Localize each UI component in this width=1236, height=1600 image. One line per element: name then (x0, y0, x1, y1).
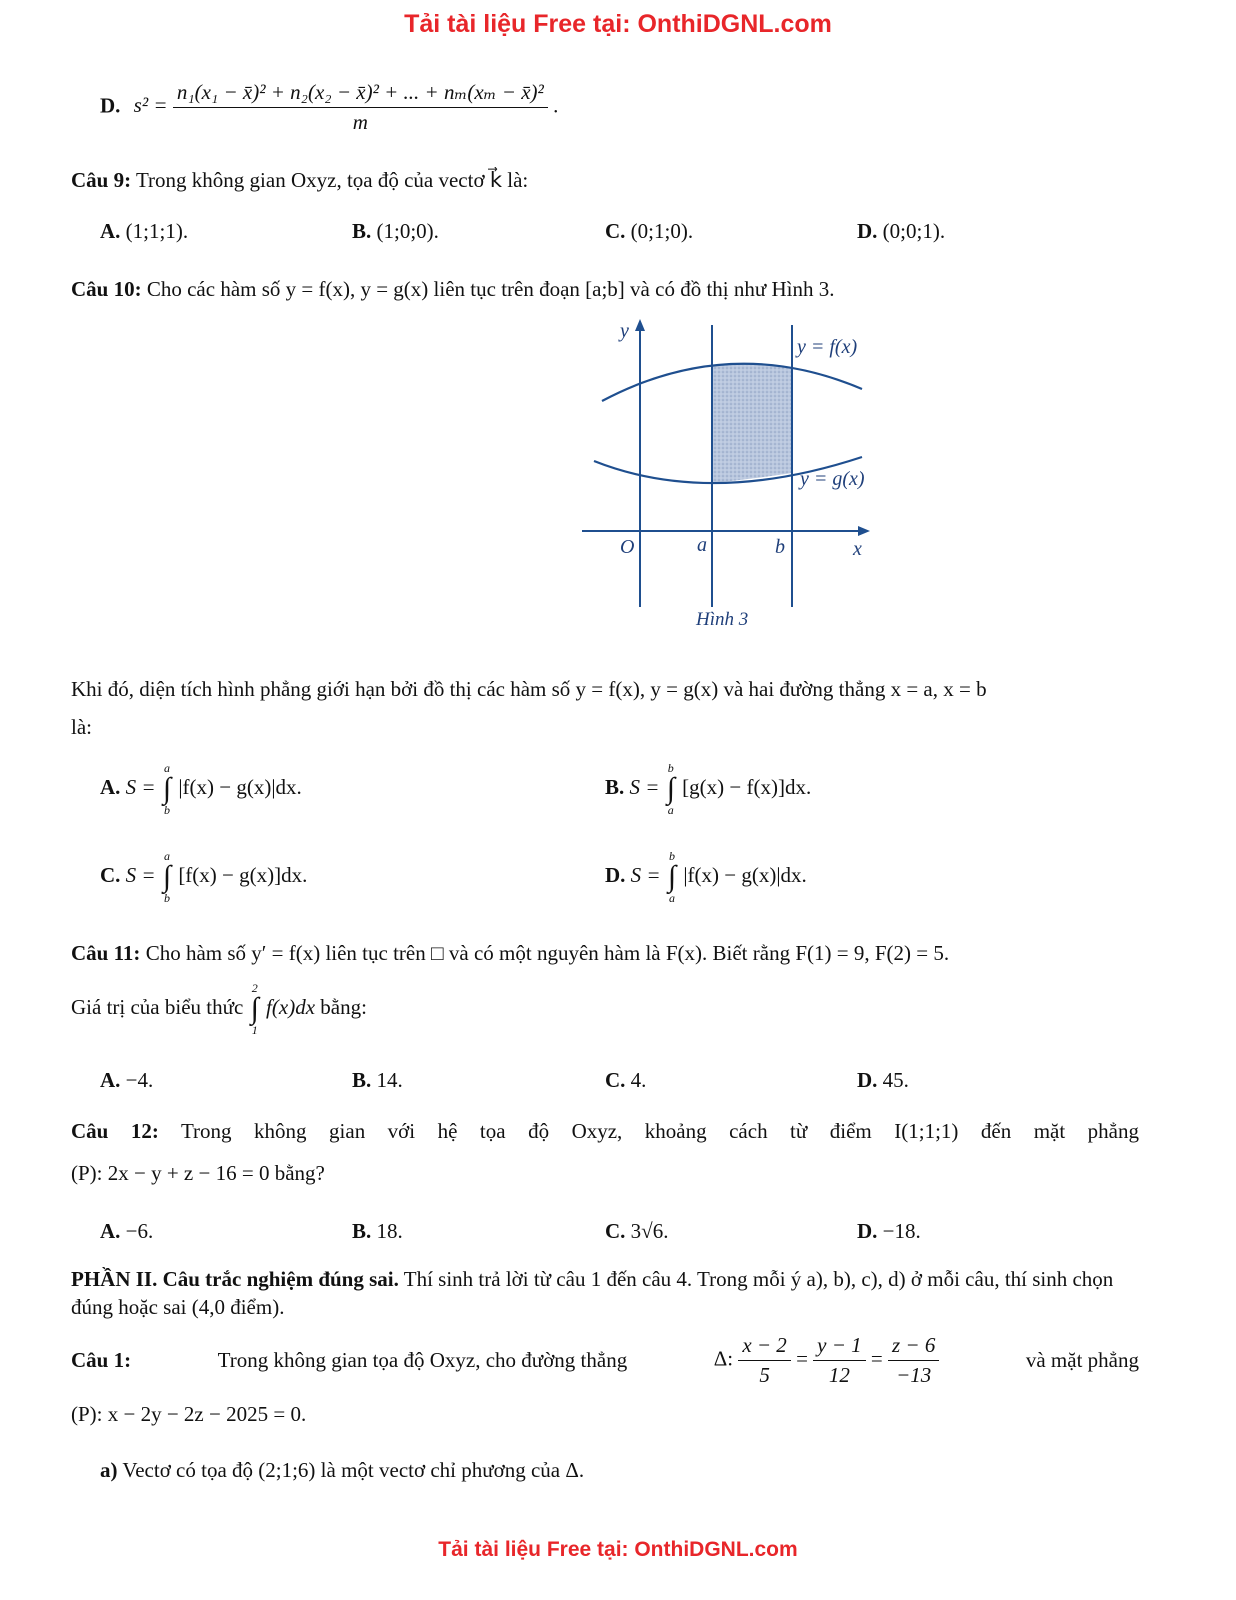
integrand: [g(x) − f(x)]dx. (682, 774, 812, 799)
question-10 (71, 275, 1139, 303)
part-2-question-1 (71, 1333, 1139, 1388)
option-label: D. (857, 219, 878, 243)
part-instructions: Thí sinh trả lời từ câu 1 đến câu 4. Trong mỗi ý a), b), c), d) ở mỗi câu, thí sinh chọn đúng hoặc sai (4,0 điểm). (71, 1267, 1114, 1319)
lower-limit: 1 (251, 1023, 258, 1037)
a-label: a (697, 534, 707, 556)
question-12-line-2: (P): 2x − y + z − 16 = 0 bằng? (71, 1161, 325, 1185)
lower-limit: b (163, 803, 170, 817)
fraction-denominator: m (352, 110, 368, 134)
q11-option-c[interactable] (605, 1068, 646, 1093)
question-label: Câu 10: (71, 277, 142, 301)
part-2-question-1-line-2: (P): x − 2y − 2z − 2025 = 0. (71, 1402, 307, 1426)
y-axis-arrow (635, 319, 645, 331)
option-text: −6. (125, 1219, 154, 1243)
formula-lhs: s² = (133, 93, 168, 118)
q9-option-b[interactable] (352, 219, 439, 244)
integral-symbol: ∫ (666, 772, 675, 805)
footer-banner: Tải tài liệu Free tại: OnthiDGNL.com (438, 1538, 798, 1561)
integral-sign (667, 762, 675, 816)
option-label: B. (352, 1219, 372, 1243)
question-9 (71, 166, 1139, 194)
q10-option-a[interactable] (100, 762, 302, 816)
upper-limit: a (163, 849, 170, 863)
formula-end: . (553, 93, 559, 118)
q9-option-a[interactable] (100, 219, 188, 244)
equals-sign: = (870, 1346, 883, 1371)
option-text: 14. (376, 1068, 403, 1092)
option-label: B. (352, 1068, 372, 1092)
question-label: Câu 1: (71, 1348, 132, 1372)
integral-sign (251, 982, 259, 1036)
integral-symbol: ∫ (162, 860, 172, 893)
q10-option-d[interactable] (605, 850, 807, 904)
integral-sign (668, 850, 676, 904)
fraction-z (888, 1333, 939, 1388)
option-text: 4. (630, 1068, 647, 1092)
variance-fraction (173, 80, 548, 135)
figure-hinh-3 (570, 315, 890, 635)
upper-limit: b (667, 761, 674, 775)
q12-option-b[interactable] (352, 1219, 403, 1244)
question-label: Câu 9: (71, 168, 132, 192)
fraction-numerator: n₁(x₁ − x̄)² + n₂(x₂ − x̄)² + ... + nₘ(xₘ − x̄)² (173, 80, 548, 108)
line-prefix: Giá trị của biểu thức (71, 994, 244, 1019)
fraction-numerator: z − 6 (888, 1333, 939, 1361)
option-lhs: S = (125, 862, 156, 887)
q9-option-d[interactable] (857, 219, 945, 244)
option-text: 45. (882, 1068, 909, 1092)
fraction-denominator: 12 (828, 1363, 850, 1387)
fraction-y (813, 1333, 866, 1388)
question-label: Câu 12: (71, 1119, 159, 1143)
line-suffix: bằng: (320, 994, 367, 1019)
q12-option-d[interactable] (857, 1219, 921, 1244)
shaded-area (712, 363, 792, 483)
header-banner: Tải tài liệu Free tại: OnthiDGNL.com (404, 10, 832, 38)
question-text: Cho các hàm số y = f(x), y = g(x) liên tục trên đoạn [a;b] và có đồ thị như Hình 3. (146, 277, 835, 301)
q12-option-c[interactable] (605, 1219, 668, 1244)
option-label: B. (605, 774, 625, 799)
item-text: Vectơ có tọa độ (2;1;6) là một vectơ chỉ phương của Δ. (122, 1458, 585, 1482)
part-title: PHẦN II. Câu trắc nghiệm đúng sai. (71, 1267, 399, 1291)
option-lhs: S = (630, 862, 661, 887)
q10-option-c[interactable] (100, 850, 307, 904)
q12-option-a[interactable] (100, 1219, 153, 1244)
option-label: B. (352, 219, 372, 243)
option-label: C. (605, 1219, 626, 1243)
option-label: A. (100, 1219, 121, 1243)
x-axis-label: x (853, 538, 862, 560)
question-label: Câu 11: (71, 941, 141, 965)
option-label: D. (100, 93, 121, 118)
origin-label: O (620, 536, 635, 558)
option-text: 3√6. (630, 1219, 669, 1243)
q11-option-d[interactable] (857, 1068, 909, 1093)
lower-limit: b (163, 891, 170, 905)
delta-symbol: Δ: (713, 1346, 734, 1371)
option-text: (0;1;0). (630, 219, 694, 243)
figure-caption: Hình 3 (696, 609, 749, 630)
integrand: |f(x) − g(x)|dx. (683, 862, 807, 887)
option-text: 18. (376, 1219, 403, 1243)
option-label: D. (605, 862, 626, 887)
option-text: (0;0;1). (882, 219, 946, 243)
q11-option-b[interactable] (352, 1068, 403, 1093)
question-text: Trong không gian với hệ tọa độ Oxyz, khoảng cách từ điểm I(1;1;1) đến mặt phẳng (180, 1119, 1140, 1143)
prev-option-d (100, 80, 558, 135)
line-equation (714, 1333, 940, 1388)
item-label: a) (100, 1458, 118, 1482)
integral-symbol: ∫ (667, 860, 677, 893)
option-text: (1;0;0). (376, 219, 439, 243)
fraction-x (738, 1333, 791, 1388)
q11-option-a[interactable] (100, 1068, 153, 1093)
option-label: A. (100, 1068, 121, 1092)
integral-sign (163, 850, 171, 904)
question-text: Cho hàm số y′ = f(x) liên tục trên □ và có một nguyên hàm là F(x). Biết rằng F(1) = 9, F(2) = 5. (145, 941, 950, 965)
x-axis-arrow (858, 526, 870, 536)
lower-limit: a (668, 891, 675, 905)
question-11-line-2 (71, 982, 367, 1036)
g-curve-label: y = g(x) (800, 468, 865, 490)
lower-limit: a (667, 803, 674, 817)
integrand: [f(x) − g(x)]dx. (178, 862, 308, 887)
option-label: C. (605, 1068, 626, 1092)
f-curve-label: y = f(x) (797, 336, 858, 358)
b-label: b (775, 536, 785, 558)
fraction-numerator: x − 2 (738, 1333, 791, 1361)
body-line-2: là: (71, 715, 92, 739)
p2q1-item-a[interactable] (100, 1458, 584, 1483)
integrand: f(x)dx (266, 994, 316, 1019)
question-12 (71, 1117, 1139, 1145)
option-lhs: S = (125, 774, 156, 799)
upper-limit: a (163, 761, 170, 775)
question-text: Trong không gian tọa độ Oxyz, cho đường thẳng (217, 1348, 628, 1372)
q10-option-b[interactable] (605, 762, 811, 816)
equals-sign: = (796, 1346, 808, 1371)
question-11 (71, 939, 1139, 967)
option-text: (1;1;1). (125, 219, 189, 243)
option-text: −18. (882, 1219, 921, 1243)
option-label: A. (100, 219, 121, 243)
integral-sign (163, 762, 171, 816)
option-label: C. (100, 862, 121, 887)
option-label: D. (857, 1219, 878, 1243)
option-label: A. (100, 774, 121, 799)
integrand: |f(x) − g(x)|dx. (178, 774, 302, 799)
question-text: Trong không gian Oxyz, tọa độ của vectơ k⃗ là: (135, 168, 529, 192)
fraction-denominator: 5 (759, 1363, 770, 1387)
y-axis-label: y (620, 320, 629, 342)
fraction-denominator: −13 (896, 1363, 932, 1387)
question-tail: và mặt phẳng (1025, 1348, 1139, 1372)
option-label: D. (857, 1068, 878, 1092)
option-label: C. (605, 219, 626, 243)
body-line-1: Khi đó, diện tích hình phẳng giới hạn bởi đồ thị các hàm số y = f(x), y = g(x) và hai đường thẳng x = a, x = b (71, 677, 987, 701)
upper-limit: 2 (251, 981, 258, 995)
integral-symbol: ∫ (162, 772, 172, 805)
q9-option-c[interactable] (605, 219, 693, 244)
option-lhs: S = (629, 774, 660, 799)
upper-limit: b (668, 849, 675, 863)
option-text: −4. (125, 1068, 154, 1092)
part-2-intro (71, 1265, 1139, 1321)
fraction-numerator: y − 1 (813, 1333, 866, 1361)
integral-symbol: ∫ (250, 992, 259, 1025)
question-10-body (71, 675, 1139, 741)
